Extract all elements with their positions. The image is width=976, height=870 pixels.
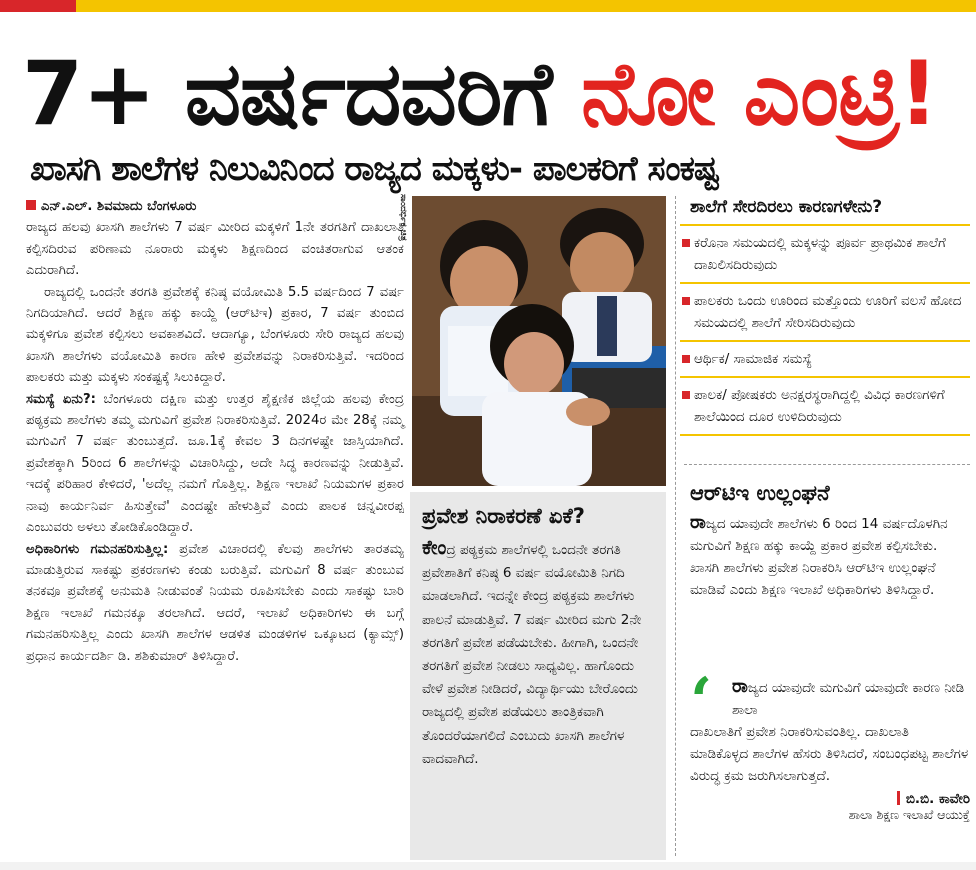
headline [22, 34, 972, 154]
sidebar-divider [684, 464, 970, 465]
byline: ಎನ್.ಎಲ್. ಶಿವಮಾದು ಬೆಂಗಳೂರು [41, 199, 197, 214]
headline-red-part: ನೋ ಎಂಟ್ರಿ! [581, 42, 938, 145]
article-column [26, 196, 404, 856]
reason-bullet-icon [682, 239, 690, 247]
admission-denial-body: ದ್ರ ಪಠ್ಯಕ್ರಮ ಶಾಲೆಗಳಲ್ಲಿ ಒಂದನೇ ತರಗತಿ ಪ್ರವೇಶಾತಿಗೆ ಕನಿಷ್ಠ 6 ವರ್ಷ ವಯೋಮಿತಿ ನಿಗದಿ ಮಾಡಲಾಗಿದೆ. ಇದನ್ನೇ ಕೇಂದ್ರ ಪಠ್ಯಕ್ರಮ ಶಾಲೆಗಳು ಪಾಲನೆ ಮಾಡುತ್ತಿವೆ. 7 ವರ್ಷ ಮೀರಿದ ಮಗು 2ನೇ ತರಗತಿಗೆ ಪ್ರವೇಶ ಪಡೆಯಬೇಕು. ಹೀಗಾಗಿ, ಒಂದನೇ ತರಗತಿಗೆ ಪ್ರವೇಶ ನೀಡಲು ಸಾಧ್ಯವಿಲ್ಲ. ಹಾಗೊಂದು ವೇಳೆ ಪ್ರವೇಶ ನೀಡಿದರೆ, ವಿದ್ಯಾರ್ಥಿಯು ಬೇರೊಂದು ರಾಜ್ಯದಲ್ಲಿ ಪ್ರವೇಶ ಪಡೆಯಲು ತಾಂತ್ರಿಕವಾಗಿ ತೊಂದರೆಯಾಗಲಿದೆ ಎಂಬುದು ಖಾಸಗಿ ಶಾಲೆಗಳ ವಾದವಾಗಿದೆ. [422, 542, 642, 767]
admission-denial-box [410, 492, 666, 860]
admission-denial-drop: ಕೇಂ [422, 535, 447, 559]
quote-author-role: ಶಾಲಾ ಶಿಕ್ಷಣ ಇಲಾಖೆ ಆಯುಕ್ತೆ [848, 807, 970, 822]
paragraph-4-text: ಪ್ರವೇಶ ವಿಚಾರದಲ್ಲಿ ಕೆಲವು ಶಾಲೆಗಳು ತಾರತಮ್ಯ ಮಾಡುತ್ತಿರುವ ಸಾಕಷ್ಟು ಪ್ರಕರಣಗಳು ಕಂಡು ಬರುತ್ತಿವೆ. ಮಗುವಿಗೆ 8 ವರ್ಷ ತುಂಬುವ ತನಕವೂ ಪ್ರವೇಶಕ್ಕೆ ಅನುಮತಿ ನೀಡುವಂತೆ ನಿಯಮ ರೂಪಿಸಬೇಕು ಎಂದು ಸಾಕಷ್ಟು ಬಾರಿ ಶಿಕ್ಷಣ ಇಲಾಖೆ ಗಮನಕ್ಕೂ ತರಲಾಗಿದೆ. ಆದರೆ, ಇಲಾಖೆ ಅಧಿಕಾರಿಗಳು ಈ ಬಗ್ಗೆ ಗಮನಹರಿಸುತ್ತಿಲ್ಲ ಎಂದು ಖಾಸಗಿ ಶಾಲೆಗಳ ಆಡಳಿತ ಮಂಡಳಿಗಳ ಒಕ್ಕೂಟದ (ಕ್ಯಾಮ್ಸ್) ಪ್ರಧಾನ ಕಾರ್ಯದರ್ಶಿ ಡಿ. ಶಶಿಕುಮಾರ್ ತಿಳಿಸಿದ್ದಾರೆ. [26, 541, 404, 664]
reason-text: ಆರ್ಥಿಕ/ ಸಾಮಾಜಿಕ ಸಮಸ್ಯೆ [694, 351, 813, 367]
column-divider [675, 196, 676, 856]
reason-bullet-icon [682, 297, 690, 305]
byline-bullet-icon [26, 200, 36, 210]
reason-item [680, 376, 970, 436]
top-red-block [0, 0, 76, 12]
reasons-sidebar [680, 194, 970, 436]
quote-body: ದಾಖಲಾತಿಗೆ ಪ್ರವೇಶ ನಿರಾಕರಿಸುವಂತಿಲ್ಲ. ದಾಖಲಾತಿ ಮಾಡಿಕೊಳ್ಳದ ಶಾಲೆಗಳ ಹೆಸರು ತಿಳಿಸಿದರೆ, ಸಂಬಂಧಪಟ್ಟ ಶಾಲೆಗಳ ವಿರುದ್ಧ ಕ್ರಮ ಜರುಗಿಸಲಾಗುತ್ತದೆ. [690, 724, 969, 784]
article-paragraph-2: ರಾಜ್ಯದಲ್ಲಿ ಒಂದನೇ ತರಗತಿ ಪ್ರವೇಶಕ್ಕೆ ಕನಿಷ್ಠ ವಯೋಮಿತಿ 5.5 ವರ್ಷದಿಂದ 7 ವರ್ಷ ನಿಗದಿಯಾಗಿದೆ. ಆದರೆ ಶಿಕ್ಷಣ ಹಕ್ಕು ಕಾಯ್ದೆ (ಆರ್‌ಟಿಇ) ಪ್ರಕಾರ, 7 ವರ್ಷ ತುಂಬಿದ ಮಕ್ಕಳಿಗೂ ಪ್ರವೇಶ ಕಲ್ಪಿಸಲು ಅವಕಾಶವಿದೆ. ಆದಾಗ್ಯೂ, ಬೆಂಗಳೂರು ಸೇರಿ ರಾಜ್ಯದ ಹಲವು ಖಾಸಗಿ ಶಾಲೆಗಳು ವಯೋಮಿತಿ ಕಾರಣ ಹೇಳಿ ಪ್ರವೇಶವನ್ನು ನಿರಾಕರಿಸುತ್ತಿವೆ. ಇದರಿಂದ ಪಾಲಕರು ಮತ್ತು ಮಕ್ಕಳು ಸಂಕಷ್ಟಕ್ಕೆ ಸಿಲುಕಿದ್ದಾರೆ. [26, 284, 404, 386]
reason-bullet-icon [682, 391, 690, 399]
children-illustration [412, 196, 666, 486]
top-color-bar [0, 0, 976, 12]
article-paragraph-1: ರಾಜ್ಯದ ಹಲವು ಖಾಸಗಿ ಶಾಲೆಗಳು 7 ವರ್ಷ ಮೀರಿದ ಮಕ್ಕಳಿಗೆ 1ನೇ ತರಗತಿಗೆ ದಾಖಲಾತಿ ಕಲ್ಪಿಸದಿರುವ ಪರಿಣಾಮ ನೂರಾರು ಮಕ್ಕಳು ಶಿಕ್ಷಣದಿಂದ ವಂಚಿತರಾಗುವ ಆತಂಕ ಎದುರಾಗಿದೆ. [26, 220, 404, 279]
quote-first-line [690, 664, 970, 739]
quote-drop: ರಾ [732, 676, 748, 697]
subheadline: ಖಾಸಗಿ ಶಾಲೆಗಳ ನಿಲುವಿನಿಂದ ರಾಜ್ಯದ ಮಕ್ಕಳು- ಪಾಲಕರಿಗೆ ಸಂಕಷ್ಟ [30, 149, 719, 189]
reasons-title: ಶಾಲೆಗೆ ಸೇರದಿರಲು ಕಾರಣಗಳೇನು? [690, 197, 883, 217]
byline-row [26, 196, 404, 217]
quote-author [690, 791, 970, 807]
children-photo [412, 196, 666, 486]
reason-item [680, 282, 970, 340]
photo-credit: ಸಾಂದರ್ಭಿಕ ಚಿತ್ರ [398, 194, 408, 241]
paragraph-3-text: ಬೆಂಗಳೂರು ದಕ್ಷಿಣ ಮತ್ತು ಉತ್ತರ ಶೈಕ್ಷಣಿಕ ಜಿಲ್ಲೆಯ ಹಲವು ಕೇಂದ್ರ ಪಠ್ಯಕ್ರಮ ಶಾಲೆಗಳು ತಮ್ಮ ಮಗುವಿಗೆ ಪ್ರವೇಶ ನಿರಾಕರಿಸುತ್ತಿವೆ. 2024ರ ಮೇ 28ಕ್ಕೆ ನಮ್ಮ ಮಗುವಿಗೆ 7 ವರ್ಷ ತುಂಬುತ್ತದೆ. ಜೂ.1ಕ್ಕೆ ಕೇವಲ 3 ದಿನಗಳಷ್ಟೇ ಜಾಸ್ತಿಯಾಗಿದೆ. ಪ್ರವೇಶಕ್ಕಾಗಿ 5ರಿಂದ 6 ಶಾಲೆಗಳನ್ನು ವಿಚಾರಿಸಿದ್ದು, ಅದೇ ಸಿದ್ಧ ಕಾರಣವನ್ನು ನೀಡುತ್ತಿವೆ. ಇದಕ್ಕೆ ಪರಿಹಾರ ಕೇಳಿದರೆ, 'ಅದೆಲ್ಲ ನಮಗೆ ಗೊತ್ತಿಲ್ಲ. ಶಿಕ್ಷಣ ಇಲಾಖೆ ನಿಯಮಗಳ ಪ್ರಕಾರ ನಾವು ಕಾರ್ಯನಿರ್ವ ಹಿಸುತ್ತೇವೆ' ಎಂದಷ್ಟೇ ಹೇಳುತ್ತಿವೆ ಎಂದು ಪಾಲಕ ಚನ್ನವೀರಪ್ಪ ಎಂಬುವರು ಅಳಲು ತೋಡಿಕೊಂಡಿದ್ದಾರೆ. [26, 391, 404, 536]
paragraph-3-lead: ಸಮಸ್ಯೆ ಏನು?: [26, 391, 96, 407]
paragraph-4-lead: ಅಧಿಕಾರಿಗಳು ಗಮನಹರಿಸುತ್ತಿಲ್ಲ: [26, 541, 169, 557]
quote-first-text: ಜ್ಯದ ಯಾವುದೇ ಮಗುವಿಗೆ ಯಾವುದೇ ಕಾರಣ ನೀಡಿ ಶಾಲಾ [732, 680, 965, 718]
reason-item [680, 340, 970, 376]
rte-violation-text [690, 512, 970, 601]
author-bar-icon [897, 791, 900, 805]
reason-item [680, 224, 970, 282]
bottom-strip [0, 862, 976, 870]
reason-text: ಪಾಲಕರು ಒಂದು ಊರಿಂದ ಮತ್ತೊಂದು ಊರಿಗೆ ವಲಸೆ ಹೋದ ಸಮಯದಲ್ಲಿ ಶಾಲೆಗೆ ಸೇರಿಸದಿರುವುದು [694, 293, 962, 331]
article-paragraph-4 [26, 539, 404, 667]
quote-text [690, 664, 970, 787]
rte-violation-title: ಆರ್‌ಟಿಇ ಉಲ್ಲಂಘನೆ [690, 481, 830, 505]
official-quote [690, 664, 970, 823]
admission-denial-text [422, 536, 654, 771]
rte-body: ಜ್ಯದ ಯಾವುದೇ ಶಾಲೆಗಳು 6 ರಿಂದ 14 ವರ್ಷದೊಳಗಿನ ಮಗುವಿಗೆ ಶಿಕ್ಷಣ ಹಕ್ಕು ಕಾಯ್ದೆ ಪ್ರಕಾರ ಪ್ರವೇಶ ಕಲ್ಪಿಸಬೇಕು. ಖಾಸಗಿ ಶಾಲೆಗಳು ಪ್ರವೇಶ ನಿರಾಕರಿಸಿ ಆರ್‌ಟಿಇ ಉಲ್ಲಂಘನೆ ಮಾಡಿವೆ ಎಂದು ಶಿಕ್ಷಣ ಇಲಾಖೆ ಅಧಿಕಾರಿಗಳು ತಿಳಿಸಿದ್ದಾರೆ. [690, 516, 948, 598]
quote-author-name: ಬಿ.ಬಿ. ಕಾವೇರಿ [905, 791, 970, 807]
quote-mark-icon: ‘ [690, 664, 713, 739]
reason-bullet-icon [682, 355, 690, 363]
article-paragraph-3 [26, 389, 404, 539]
admission-denial-title: ಪ್ರವೇಶ ನಿರಾಕರಣೆ ಏಕೆ? [422, 504, 585, 528]
reason-text: ಪಾಲಕ/ ಪೋಷಕರು ಅನಕ್ಷರಸ್ಥರಾಗಿದ್ದಲ್ಲಿ ವಿವಿಧ ಕಾರಣಗಳಿಗೆ ಶಾಲೆಯಿಂದ ದೂರ ಉಳಿದಿರುವುದು [694, 387, 945, 425]
headline-black-part: 7+ ವರ್ಷದವರಿಗೆ [22, 42, 582, 145]
rte-drop: ರಾ [690, 512, 706, 533]
reason-text: ಕರೊನಾ ಸಮಯದಲ್ಲಿ ಮಕ್ಕಳನ್ನು ಪೂರ್ವ ಪ್ರಾಥಮಿಕ ಶಾಲೆಗೆ ದಾಖಲಿಸದಿರುವುದು [694, 235, 946, 273]
